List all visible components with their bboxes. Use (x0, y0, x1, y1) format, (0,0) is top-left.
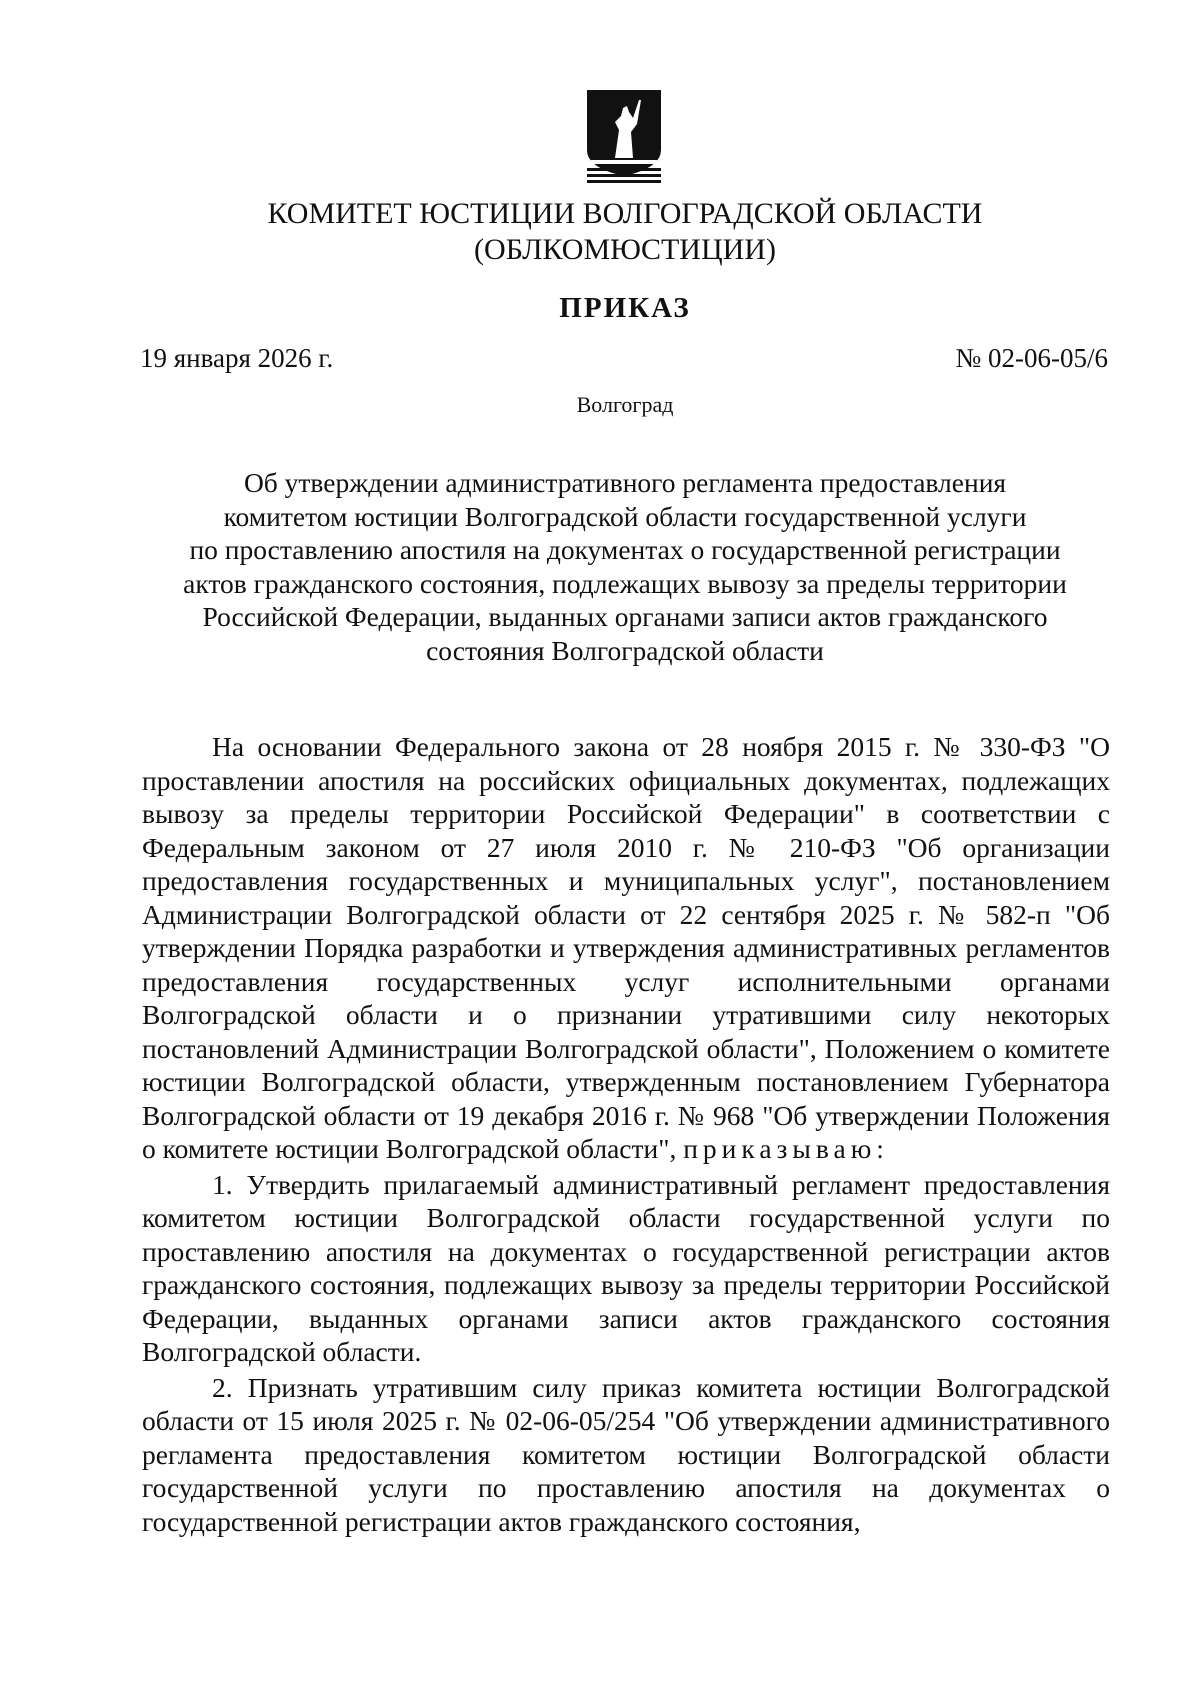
organization-name-line2: (ОБЛКОМЮСТИЦИИ) (474, 233, 776, 266)
document-subject (140, 466, 1110, 667)
document-type: ПРИКАЗ (559, 292, 691, 324)
subject-line: комитетом юстиции Волгоградской области государственной услуги (223, 500, 1027, 532)
subject-line: Об утверждении административного регламента предоставления (243, 467, 1007, 498)
body-paragraph-preamble (142, 730, 1110, 1166)
document-body (142, 730, 1110, 1538)
body-paragraph-item-1: 1. Утвердить прилагаемый административный регламент предоставления комитетом юстиции Волгоградской области государственной услуги по проставлению апостиля на документах о государственной регистрации актов гражданского состояния, подлежащих вывозу за пределы территории Российской Федерации, выданных органами записи актов гражданского состояния Волгоградской области. (142, 1168, 1110, 1367)
document-date: 19 января 2026 г. (140, 343, 334, 373)
body-paragraph-item-2: 2. Признать утратившим силу приказ комитета юстиции Волгоградской области от 15 июля 2025 г. № 02-06-05/254 "Об утверждении административного регламента предоставления комитетом юстиции Волгоградской области государственной услуги по проставлению апостиля на документах о государственной регистрации актов гражданского состояния, (142, 1371, 1110, 1537)
subject-line: Российской Федерации, выданных органами записи актов гражданского (202, 601, 1048, 632)
preamble-text: На основании Федерального закона от 28 ноября 2015 г. № 330-ФЗ "О проставлении апостиля на российских официальных документах, подлежащих вывозу за пределы территории Российской Федерации" в соответствии с Федеральным законом от 27 июля 2010 г. № 210-ФЗ "Об организации предоставления государственных и муниципальных услуг", постановлением Администрации Волгоградской области от 22 сентября 2025 г. № 582-п "Об утверждении Порядка разработки и утверждения административных регламентов предоставления государственных услуг исполнительными органами Волгоградской области и о признании утратившими силу некоторых постановлений Администрации Волгоградской области", Положением о комитете юстиции Волгоградской области, утвержденным постановлением Губернатора Волгоградской области от 19 декабря 2016 г. № 968 "Об утверждении Положения о комитете юстиции Волгоградской области", (142, 731, 1110, 1164)
document-city: Волгоград (576, 392, 674, 417)
volgograd-emblem-icon (585, 88, 663, 184)
organization-name-line1: КОМИТЕТ ЮСТИЦИИ ВОЛГОГРАДСКОЙ ОБЛАСТИ (267, 197, 983, 230)
document-number: № 02-06-05/6 (955, 343, 1108, 373)
order-word: приказываю: (683, 1133, 889, 1164)
subject-line: актов гражданского состояния, подлежащих вывозу за пределы территории (183, 567, 1067, 599)
organization-name (140, 196, 1110, 268)
subject-line: по проставлению апостиля на документах о государственной регистрации (189, 534, 1061, 565)
subject-line: состояния Волгоградской области (426, 634, 824, 666)
